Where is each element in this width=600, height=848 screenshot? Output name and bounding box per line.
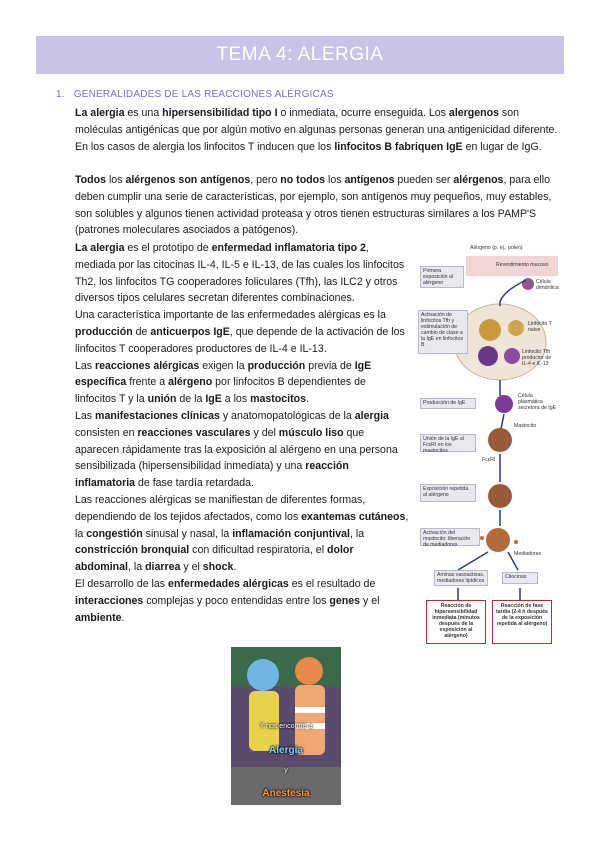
granule	[514, 540, 518, 544]
late-reaction-box: Reacción de fase tardía (2-4 h después de la exposición repetida al alérgeno)	[492, 600, 552, 644]
photo-caption-1: Y nos encontré a	[259, 723, 313, 730]
label-mediators: Mediadores	[514, 551, 542, 557]
immediate-reaction-box: Reacción de hipersensibilidad inmediata (minutos después de la exposición al alérgeno)	[426, 600, 486, 644]
b-cell	[478, 346, 498, 366]
label-tfh-producer: Linfocito Tfh productor de IL-4 e IL-13	[522, 349, 552, 367]
t-cell	[479, 319, 501, 341]
step-activation: Activación de linfocitos Tfh y estimulación de cambio de clase a la IgE en linfocitos B	[418, 310, 468, 354]
step-ige-binding: Unión de la IgE al FcεRI en los mastocitos	[420, 434, 476, 452]
step-mast-activation: Activación del mastocito: liberación de mediadores	[420, 528, 480, 546]
paragraph-definition: La alergia es una hipersensibilidad tipo I o inmediata, ocurre enseguida. Los alergenos son moléculas antigénicas que por algún motivo en algunas personas generan una antigenicidad diferente. En los casos de alergia los linfocitos T inducen que los linfocitos B fabriquen IgE en lugar de IgG.	[75, 107, 558, 153]
meme-photo	[231, 647, 341, 805]
label-naive-t: Linfocito T naive	[528, 321, 552, 333]
mast-cell	[488, 428, 512, 452]
page-title: TEMA 4: ALERGIA	[216, 44, 384, 65]
photo-caption-alergia: Alergia	[269, 745, 303, 756]
section-heading-text: GENERALIDADES DE LAS REACCIONES ALÉRGICAS	[73, 89, 334, 100]
step-repeat-exposure: Exposición repetida al alérgeno	[420, 484, 476, 502]
left-costume-head	[247, 659, 279, 691]
label-mast-cell: Mastocito	[514, 423, 537, 429]
activated-mast-cell	[486, 528, 510, 552]
label-cytokines: Citocinas	[502, 572, 538, 584]
photo-trees	[231, 647, 341, 687]
section-heading	[56, 89, 334, 100]
label-allergen: Alérgeno (p. ej., polen)	[470, 245, 523, 251]
label-fcer: FcεRI	[482, 457, 496, 463]
right-costume-head	[295, 657, 323, 685]
label-plasma-cell: Célula plasmática secretora de IgE	[518, 393, 557, 411]
dendritic-cell	[522, 278, 534, 290]
photo-caption-y: y	[284, 767, 288, 774]
tfh-cell	[508, 320, 524, 336]
paragraph-main: La alergia es el prototipo de enfermedad inflamatoria tipo 2, mediada por las citocinas IL-4, IL-5 e IL-13, de las cuales los linfocitos Th2, los linfocitos TG cooperadores foliculares (Tfh), las ILC2 y otros diversos tipos celulares secretan diferentes combinaciones. Una característica importante de las enfermedades alérgicas es la producción de anticuerpos IgE, que depende de la activación de los linfocitos T cooperadores productores de IL-4 e IL-13. Las reacciones alérgicas exigen la producción previa de IgE específica frente a alérgeno por linfocitos B dependientes de linfocitos T y la unión de la IgE a los mastocitos. Las manifestaciones clínicas y anatomopatológicas de la alergia consisten en reacciones vasculares y del músculo liso que aparecen rápidamente tras la exposición al alérgeno en una persona sensibilizada (hipersensibilidad inmediata) y una reacción inflamatoria de fase tardía retardada. Las reacciones alérgicas se manifiestan de diferentes formas, dependiendo de los tejidos afectados, como los exantemas cutáneos, la congestión sinusal y nasal, la inflamación conjuntival, la constricción bronquial con dificultad respiratoria, el dolor abdominal, la diarrea y el shock. El desarrollo de las enfermedades alérgicas es el resultado de interacciones complejas y poco entendidas entre los genes y el ambiente.	[75, 242, 409, 624]
mast-cell-repeat	[488, 484, 512, 508]
photo-caption-anestesia: Anestesia	[262, 788, 310, 799]
granule	[480, 536, 484, 540]
title-bar	[36, 36, 564, 74]
step-ige-production: Producción de IgE	[420, 398, 476, 409]
allergy-pathway-figure	[408, 244, 560, 644]
paragraph-allergens: Todos los alérgenos son antígenos, pero no todos los antígenos pueden ser alérgenos, para ello deben cumplir una serie de características, por ejemplo, son antígenos muy pequeños, muy estables, son solubles y algunos tienen actividad proteasa y otros tienen estructuras similares a los PAMP'S (patrones moleculares asociados a patógenos).	[75, 174, 552, 237]
left-costume-body	[249, 691, 279, 751]
step-first-exposure: Primera exposición al alérgeno	[420, 266, 464, 288]
plasma-cell	[495, 395, 513, 413]
label-mucosa: Revestimiento mucoso	[496, 262, 549, 268]
b-cell-2	[504, 348, 520, 364]
section-number: 1.	[56, 89, 65, 100]
label-amines: Aminas vasoactivas, mediadores lipídicos	[434, 570, 488, 586]
arrow-left	[458, 552, 488, 570]
label-dendritic: Célula dendrítica	[536, 279, 559, 291]
right-costume-stripe	[295, 707, 325, 713]
